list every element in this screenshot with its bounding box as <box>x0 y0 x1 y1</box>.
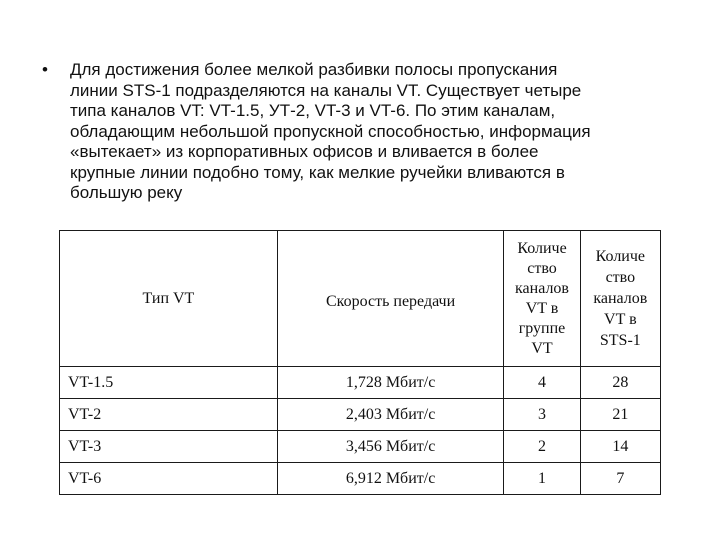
cell-speed: 1,728 Мбит/с <box>277 367 503 399</box>
bullet-paragraph <box>42 60 692 204</box>
header-speed: Скорость передачи <box>277 231 503 367</box>
header-type: Тип VT <box>60 231 278 367</box>
table-row <box>60 399 661 431</box>
cell-type: VT-6 <box>60 463 278 495</box>
header-count-group-text: Количе ство каналов VT в группе VT <box>515 239 569 357</box>
bullet-marker: • <box>42 60 48 79</box>
table-row <box>60 367 661 399</box>
cell-sts: 28 <box>580 367 660 399</box>
vt-channels-table <box>59 230 661 495</box>
cell-sts: 7 <box>580 463 660 495</box>
cell-type: VT-3 <box>60 431 278 463</box>
cell-speed: 2,403 Мбит/с <box>277 399 503 431</box>
header-count-sts <box>580 231 660 367</box>
cell-type: VT-2 <box>60 399 278 431</box>
header-count-sts-text: Количе ство каналов VT в STS-1 <box>593 248 648 349</box>
cell-speed: 3,456 Мбит/с <box>277 431 503 463</box>
cell-group: 3 <box>504 399 580 431</box>
cell-sts: 21 <box>580 399 660 431</box>
cell-group: 4 <box>504 367 580 399</box>
table-row <box>60 463 661 495</box>
cell-group: 1 <box>504 463 580 495</box>
table-row <box>60 431 661 463</box>
cell-speed: 6,912 Мбит/с <box>277 463 503 495</box>
cell-group: 2 <box>504 431 580 463</box>
cell-type: VT-1.5 <box>60 367 278 399</box>
bullet-text: Для достижения более мелкой разбивки полосы пропускания линии STS-1 подразделяются на каналы VT. Существует четыре типа каналов VT: VT-1.5, УТ-2, VT-3 и VT-6. По этим каналам, обладающим небольшой пропускной способностью, информация «вытекает» из корпоративных офисов и вливается в более крупные линии подобно тому, как мелкие ручейки вливаются в большую реку <box>70 60 591 202</box>
header-count-group <box>504 231 580 367</box>
cell-sts: 14 <box>580 431 660 463</box>
table-header-row <box>60 231 661 367</box>
